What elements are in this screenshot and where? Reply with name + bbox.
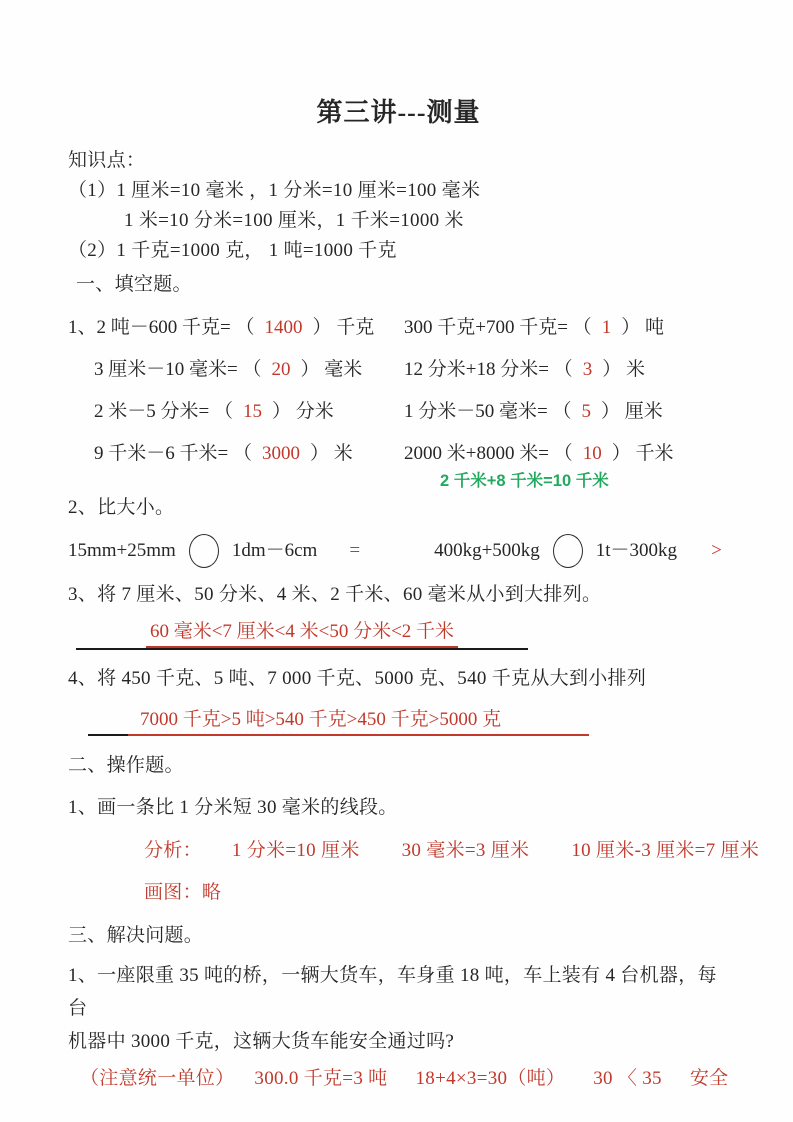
blank-answer: 5	[581, 401, 591, 422]
fill-blank-grid	[68, 313, 729, 469]
question3-answer: 60 毫米<7 厘米<4 米<50 分米<2 千米	[146, 617, 458, 648]
blank-answer: 20	[271, 359, 291, 380]
analysis-step: 1 分米=10 厘米	[231, 840, 360, 861]
answer-step: 300.0 千克=3 吨	[254, 1068, 388, 1089]
compare-left-expr-b: 1dm－6cm	[231, 540, 318, 561]
question4-text: 4、将 450 千克、5 吨、7 000 千克、5000 克、540 千克从大到小排列	[68, 668, 647, 689]
green-annotation: 2 千米+8 千米=10 千米	[440, 472, 609, 490]
comparison-circle-icon	[553, 534, 583, 568]
section2-question1: 1、画一条比 1 分米短 30 毫米的线段。	[68, 797, 398, 818]
knowledge-line-3: （2）1 千克=1000 克， 1 吨=1000 千克	[68, 240, 397, 261]
draw-answer-line	[68, 878, 729, 908]
fill-blank-item: 1 分米－50 毫米= （ 5 ） 厘米	[404, 401, 663, 422]
question2-heading: 2、比大小。	[68, 497, 175, 518]
blank-answer: 10	[582, 443, 602, 464]
compare-right-expr-b: 1t－300kg	[595, 540, 678, 561]
draw-label: 画图：	[144, 882, 202, 903]
question4-answer: 7000 千克>5 吨>540 千克>450 千克>5000 克	[128, 705, 589, 736]
compare-right-answer: >	[711, 540, 722, 561]
fill-blank-item: 300 千克+700 千克= （ 1 ） 吨	[404, 317, 664, 338]
answer-step: 18+4×3=30（吨）	[415, 1068, 566, 1089]
compare-left-expr-a: 15mm+25mm	[68, 540, 176, 561]
analysis-answer-line	[68, 836, 760, 866]
question3-text: 3、将 7 厘米、50 分米、4 米、2 千米、60 毫米从小到大排列。	[68, 584, 602, 605]
comparison-row	[68, 534, 729, 568]
blank-answer: 1	[601, 317, 612, 338]
page-title: 第三讲---测量	[316, 98, 481, 127]
fill-blank-item: 2000 米+8000 米= （ 10 ） 千米	[404, 443, 674, 464]
analysis-label: 分析：	[144, 840, 202, 861]
fill-blank-item: 9 千米－6 千米= （ 3000 ） 米	[94, 443, 353, 464]
question4-answer-line	[88, 705, 729, 736]
underline-segment	[88, 705, 128, 736]
blank-answer: 15	[242, 401, 262, 422]
section3-question-line2: 机器中 3000 千克，这辆大货车能安全通过吗?	[68, 1031, 455, 1052]
section3-heading: 三、解决问题。	[68, 925, 204, 946]
analysis-step: 30 毫米=3 厘米	[401, 840, 530, 861]
blank-answer: 3	[582, 359, 593, 380]
compare-left-answer: =	[349, 540, 361, 561]
section2-heading: 二、操作题。	[68, 755, 184, 776]
comparison-circle-icon	[189, 534, 219, 568]
fill-blank-item: 2 米－5 分米= （ 15 ） 分米	[94, 401, 334, 422]
blank-answer: 3000	[261, 443, 300, 464]
section3-answer-line	[68, 1064, 729, 1094]
blank-answer: 1400	[264, 317, 303, 338]
fill-blank-item: 1、2 吨－600 千克= （ 1400 ） 千克	[68, 317, 375, 338]
section1-heading: 一、填空题。	[76, 274, 192, 295]
answer-note: （注意统一单位）	[80, 1068, 235, 1089]
question3-answer-line	[76, 617, 528, 650]
section3-question-line1: 1、一座限重 35 吨的桥，一辆大货车，车身重 18 吨，车上装有 4 台机器，每台	[68, 965, 717, 1019]
answer-conclusion: 安全	[689, 1068, 729, 1089]
knowledge-line-1: （1）1 厘米=10 毫米 ，1 分米=10 厘米=100 毫米	[68, 180, 481, 201]
knowledge-heading: 知识点：	[68, 150, 146, 171]
answer-step: 30 〈 35	[593, 1068, 662, 1089]
draw-answer: 略	[201, 882, 222, 903]
fill-blank-item: 12 分米+18 分米= （ 3 ） 米	[404, 359, 645, 380]
compare-right-expr-a: 400kg+500kg	[434, 540, 540, 561]
analysis-step: 10 厘米-3 厘米=7 厘米	[571, 840, 760, 861]
knowledge-line-2: 1 米=10 分米=100 厘米，1 千米=1000 米	[124, 210, 464, 231]
fill-blank-item: 3 厘米－10 毫米= （ 20 ） 毫米	[94, 359, 363, 380]
